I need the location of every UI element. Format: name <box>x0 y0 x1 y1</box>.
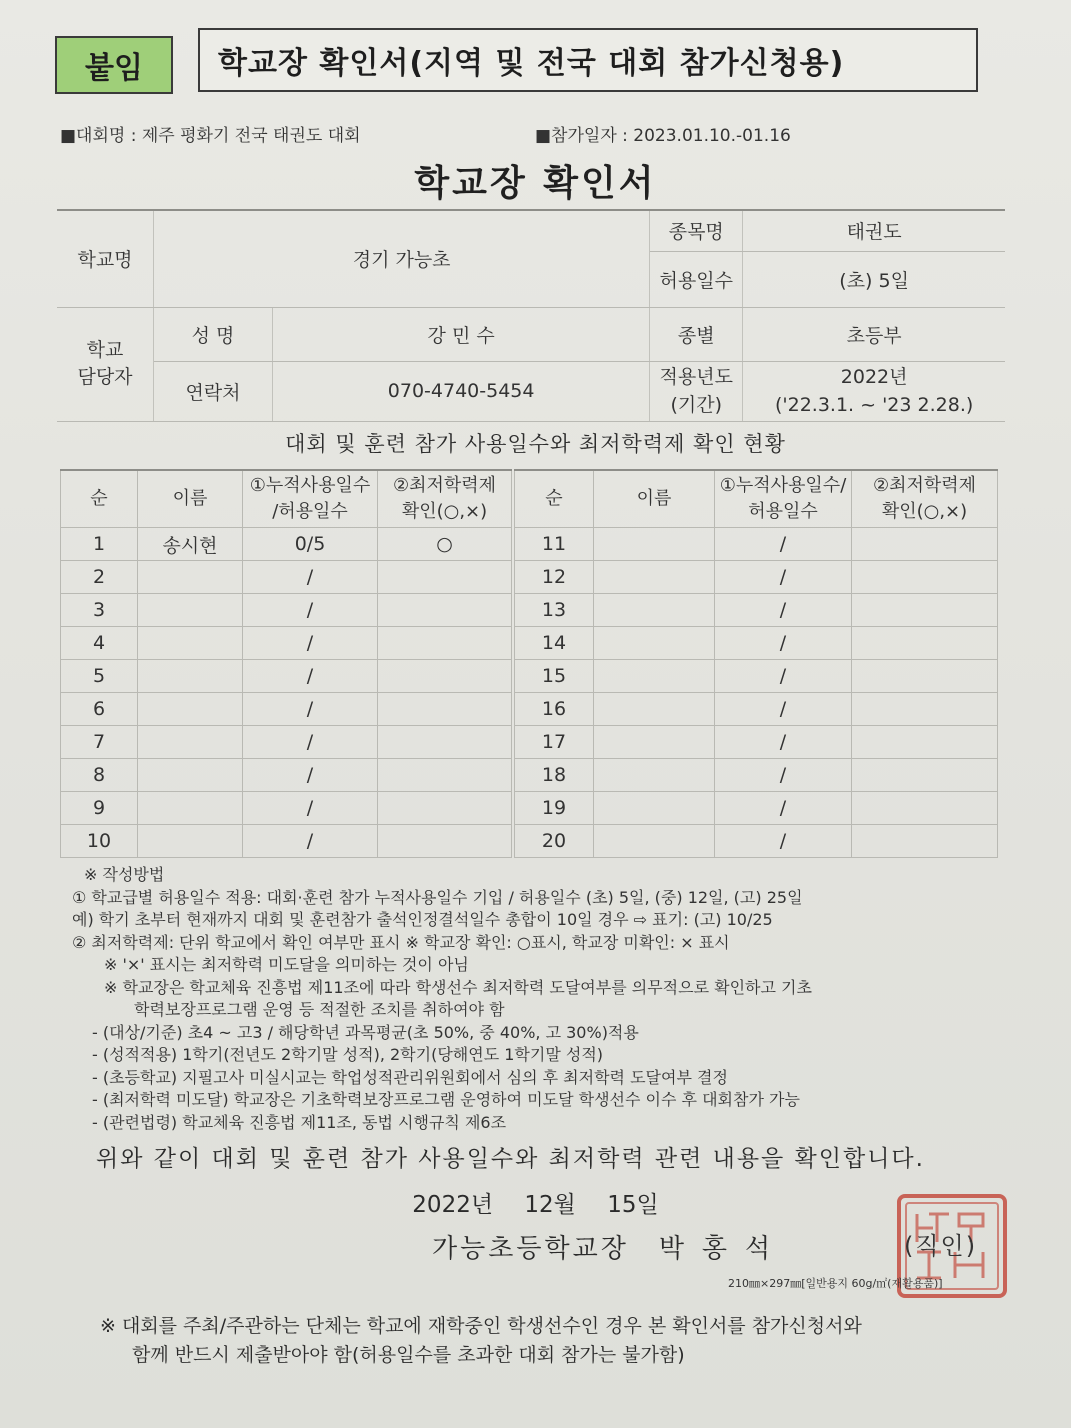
row-no: 10 <box>61 825 138 858</box>
status-table-right <box>514 469 998 858</box>
date-day: 15일 <box>607 1192 659 1218</box>
year-value-period: ('22.3.1. ~ '23 2.28.) <box>774 394 974 416</box>
row-name <box>594 660 715 693</box>
row-check <box>378 726 512 759</box>
row-no: 17 <box>515 726 594 759</box>
col-no-right: 순 <box>515 470 594 528</box>
row-check <box>852 627 998 660</box>
table-row <box>515 825 998 858</box>
row-no: 2 <box>61 561 138 594</box>
row-name <box>594 693 715 726</box>
category-value: 초등부 <box>743 307 1005 361</box>
school-value: 경기 가능초 <box>154 210 650 307</box>
table-row <box>61 660 512 693</box>
seal-label: (직인) <box>904 1232 978 1260</box>
table-row <box>515 693 998 726</box>
row-days: / <box>715 627 852 660</box>
table-row <box>61 825 512 858</box>
row-check <box>852 792 998 825</box>
note-8: - (최저학력 미도달) 학교장은 기초학력보장프로그램 운영하여 미도달 학생선수 이수 후 대회참가 가능 <box>92 1090 800 1109</box>
row-check <box>852 759 998 792</box>
footer-line-1: ※ 대회를 주최/주관하는 단체는 학교에 재학중인 학생선수인 경우 본 확인서를 참가신청서와 <box>100 1315 862 1337</box>
row-days: / <box>715 594 852 627</box>
row-check <box>852 726 998 759</box>
row-check <box>378 627 512 660</box>
table-row <box>61 726 512 759</box>
row-days: / <box>243 627 378 660</box>
table-row <box>61 561 512 594</box>
note-6: - (성적적용) 1학기(전년도 2학기말 성적), 2학기(당해연도 1학기말 성적) <box>92 1045 604 1064</box>
attachment-tag: 붙임 <box>55 36 173 94</box>
row-check: ○ <box>378 528 512 561</box>
col-academic-right-line1: ②최저학력제 <box>872 475 977 496</box>
row-no: 5 <box>61 660 138 693</box>
allowed-days-value: (초) 5일 <box>743 251 1005 307</box>
table-row <box>61 693 512 726</box>
event-name: ■대회명 : 제주 평화기 전국 태권도 대회 <box>60 126 361 146</box>
row-days: / <box>715 693 852 726</box>
col-name-right: 이름 <box>594 470 715 528</box>
row-no: 20 <box>515 825 594 858</box>
sport-value: 태권도 <box>743 210 1005 251</box>
status-table-left <box>60 469 512 858</box>
col-days-line1: ①누적사용일수 <box>249 475 371 496</box>
principal-signature <box>432 1228 788 1265</box>
row-name <box>138 792 243 825</box>
table-row <box>61 792 512 825</box>
sport-label: 종목명 <box>650 210 743 251</box>
col-academic-right <box>852 470 998 528</box>
note-4: ※ 학교장은 학교체육 진흥법 제11조에 따라 학생선수 최저학력 도달여부를 의무적으로 확인하고 기초 <box>104 977 812 997</box>
row-days: / <box>715 759 852 792</box>
note-1-example: 예) 학기 초부터 현재까지 대회 및 훈련참가 출석인정결석일수 총합이 10일 경우 ⇨ 표기: (고) 10/25 <box>72 910 773 929</box>
row-no: 19 <box>515 792 594 825</box>
manager-label <box>57 307 154 421</box>
year-label <box>650 361 743 421</box>
row-no: 9 <box>61 792 138 825</box>
note-9: - (관련법령) 학교체육 진흥법 제11조, 동법 시행규칙 제6조 <box>92 1112 507 1132</box>
row-name <box>594 825 715 858</box>
col-name: 이름 <box>138 470 243 528</box>
row-no: 13 <box>515 594 594 627</box>
table-row <box>61 594 512 627</box>
principal-title: 가능초등학교장 <box>432 1234 629 1264</box>
row-days: / <box>243 693 378 726</box>
row-check <box>378 759 512 792</box>
table-row <box>515 594 998 627</box>
col-days-right-line1: ①누적사용일수/ <box>719 475 847 496</box>
row-no: 7 <box>61 726 138 759</box>
allowed-days-label: 허용일수 <box>650 251 743 307</box>
row-days: / <box>243 825 378 858</box>
row-no: 16 <box>515 693 594 726</box>
table-row <box>515 726 998 759</box>
note-3: ※ '×' 표시는 최저학력 미도달을 의미하는 것이 아님 <box>104 955 469 974</box>
manager-label-line1: 학교 <box>86 339 124 361</box>
row-check <box>852 660 998 693</box>
info-table <box>57 209 1005 422</box>
category-label: 종별 <box>650 307 743 361</box>
year-label-line1: 적용년도 <box>659 366 733 388</box>
row-name <box>138 825 243 858</box>
table-row <box>515 759 998 792</box>
name-value: 강 민 수 <box>273 307 650 361</box>
date-year: 2022년 <box>412 1192 494 1218</box>
note-1: ① 학교급별 허용일수 적용: 대회·훈련 참가 누적사용일수 기입 / 허용일수 (초) 5일, (중) 12일, (고) 25일 <box>72 887 803 907</box>
row-days: 0/5 <box>243 528 378 561</box>
row-no: 1 <box>61 528 138 561</box>
year-label-line2: (기간) <box>670 394 723 416</box>
row-name <box>594 759 715 792</box>
row-days: / <box>715 792 852 825</box>
row-no: 4 <box>61 627 138 660</box>
row-name <box>138 726 243 759</box>
note-7: - (초등학교) 지필고사 미실시교는 학업성적관리위원회에서 심의 후 최저학력 도달여부 결정 <box>92 1067 728 1087</box>
row-name <box>594 792 715 825</box>
footer-line-2: 함께 반드시 제출받아야 함(허용일수를 초과한 대회 참가는 불가함) <box>132 1344 685 1366</box>
row-days: / <box>715 825 852 858</box>
row-check <box>852 693 998 726</box>
row-name <box>594 594 715 627</box>
table-row <box>515 660 998 693</box>
contact-label: 연락처 <box>154 361 273 421</box>
row-days: / <box>715 528 852 561</box>
event-dates: ■참가일자 : 2023.01.10.-01.16 <box>535 126 791 146</box>
note-heading: ※ 작성방법 <box>84 865 165 884</box>
row-days: / <box>243 561 378 594</box>
date-month: 12월 <box>524 1192 576 1218</box>
row-name <box>138 594 243 627</box>
row-check <box>852 561 998 594</box>
col-academic-line2: 확인(○,×) <box>401 501 488 522</box>
row-name <box>138 759 243 792</box>
row-check <box>852 528 998 561</box>
row-days: / <box>715 660 852 693</box>
form-title: 학교장 확인서(지역 및 전국 대회 참가신청용) <box>198 28 978 92</box>
col-academic-right-line2: 확인(○,×) <box>881 501 968 522</box>
row-name <box>138 627 243 660</box>
row-check <box>378 825 512 858</box>
row-no: 15 <box>515 660 594 693</box>
contact-value: 070-4740-5454 <box>273 361 650 421</box>
row-name <box>594 561 715 594</box>
row-check <box>852 825 998 858</box>
row-name <box>138 693 243 726</box>
paper-spec: 210㎜×297㎜[일반용지 60g/㎡(재활용품)] <box>728 1277 943 1290</box>
table-row <box>61 528 512 561</box>
row-days: / <box>715 561 852 594</box>
row-days: / <box>243 792 378 825</box>
table-row <box>61 759 512 792</box>
row-no: 3 <box>61 594 138 627</box>
name-label: 성 명 <box>154 307 273 361</box>
note-4-cont: 학력보장프로그램 운영 등 적절한 조치를 취하여야 함 <box>134 1000 505 1019</box>
row-days: / <box>243 759 378 792</box>
col-days-line2: /허용일수 <box>272 501 348 522</box>
row-days: / <box>715 726 852 759</box>
school-label: 학교명 <box>57 210 154 307</box>
col-academic <box>378 470 512 528</box>
row-name <box>138 561 243 594</box>
principal-name: 박홍석 <box>658 1234 789 1264</box>
row-name <box>138 660 243 693</box>
row-no: 8 <box>61 759 138 792</box>
table-row <box>515 528 998 561</box>
row-name <box>594 528 715 561</box>
col-no: 순 <box>61 470 138 528</box>
col-days-right-line2: 허용일수 <box>748 501 818 522</box>
row-check <box>378 693 512 726</box>
table-row <box>61 627 512 660</box>
document-title: 학교장 확인서 <box>414 163 657 204</box>
row-name <box>594 627 715 660</box>
writing-guide <box>72 864 1032 1134</box>
row-check <box>378 792 512 825</box>
confirmation-statement: 위와 같이 대회 및 훈련 참가 사용일수와 최저학력 관련 내용을 확인합니다. <box>96 1146 925 1172</box>
row-no: 14 <box>515 627 594 660</box>
row-days: / <box>243 660 378 693</box>
row-no: 18 <box>515 759 594 792</box>
year-value <box>743 361 1005 421</box>
status-section-title: 대회 및 훈련 참가 사용일수와 최저학력제 확인 현황 <box>285 432 786 456</box>
year-value-year: 2022년 <box>840 366 908 388</box>
row-name <box>594 726 715 759</box>
note-2: ② 최저학력제: 단위 학교에서 확인 여부만 표시 ※ 학교장 확인: ○표시, 학교장 미확인: × 표시 <box>72 932 730 952</box>
table-row <box>515 561 998 594</box>
row-days: / <box>243 594 378 627</box>
row-no: 6 <box>61 693 138 726</box>
row-name: 송시현 <box>138 528 243 561</box>
table-row <box>515 627 998 660</box>
col-days-right <box>715 470 852 528</box>
row-no: 12 <box>515 561 594 594</box>
row-days: / <box>243 726 378 759</box>
footer-note <box>100 1312 862 1370</box>
row-check <box>378 660 512 693</box>
col-academic-line1: ②최저학력제 <box>392 475 497 496</box>
row-no: 11 <box>515 528 594 561</box>
row-check <box>852 594 998 627</box>
col-days <box>243 470 378 528</box>
table-row <box>515 792 998 825</box>
row-check <box>378 594 512 627</box>
manager-label-line2: 담당자 <box>77 366 133 388</box>
row-check <box>378 561 512 594</box>
note-5: - (대상/기준) 초4 ~ 고3 / 해당학년 과목평균(초 50%, 중 40%, 고 30%)적용 <box>92 1022 639 1042</box>
